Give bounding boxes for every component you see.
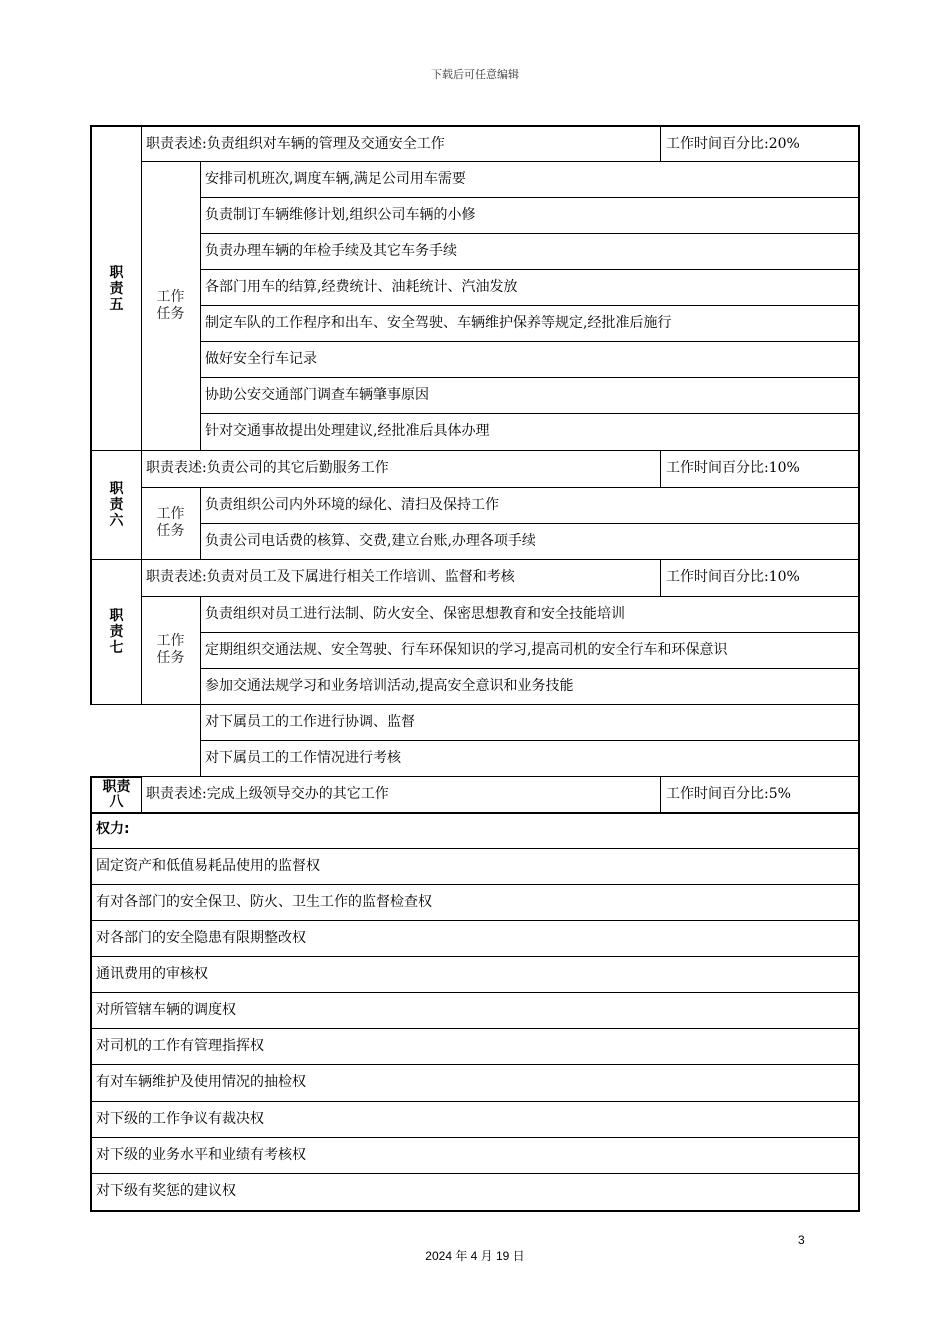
section-8-description: 职责表述:完成上级领导交办的其它工作 [141,776,661,814]
section-5-task-7: 协助公安交通部门调查车辆肇事原因 [200,377,860,414]
section-label-5: 职责五 [90,125,142,451]
footer-date: 2024 年 4 月 19 日 [425,1249,525,1263]
power-item-4: 通讯费用的审核权 [90,956,860,993]
powers-heading: 权力: [90,812,860,849]
section-7-time-percent: 工作时间百分比:10% [660,559,860,597]
power-item-10: 对下级有奖惩的建议权 [90,1173,860,1212]
power-item-5: 对所管辖车辆的调度权 [90,992,860,1029]
section-5-time-percent: 工作时间百分比:20% [660,125,860,162]
power-item-9: 对下级的业务水平和业绩有考核权 [90,1137,860,1174]
section-5-task-1: 安排司机班次,调度车辆,满足公司用车需要 [200,161,860,198]
section-7-task-5: 对下属员工的工作情况进行考核 [200,740,860,777]
section-label-8: 职责八 [90,776,142,814]
section-7-task-1: 负责组织对员工进行法制、防火安全、保密思想教育和安全技能培训 [200,596,860,633]
section-7-task-4: 对下属员工的工作进行协调、监督 [200,704,860,741]
page-number: 3 [798,1233,805,1247]
power-item-6: 对司机的工作有管理指挥权 [90,1028,860,1065]
section-7-description: 职责表述:负责对员工及下属进行相关工作培训、监督和考核 [141,559,661,597]
page-header: 下载后可任意编辑 [431,68,519,81]
section-5-task-3: 负责办理车辆的年检手续及其它车务手续 [200,233,860,270]
section-label-7: 职责七 [90,559,142,705]
power-item-7: 有对车辆维护及使用情况的抽检权 [90,1064,860,1102]
power-item-2: 有对各部门的安全保卫、防火、卫生工作的监督检查权 [90,884,860,921]
section-7-task-label: 工作任务 [141,596,201,705]
section-5-description: 职责表述:负责组织对车辆的管理及交通安全工作 [141,125,661,162]
power-item-1: 固定资产和低值易耗品使用的监督权 [90,848,860,885]
section-7-task-label-continued [171,704,201,777]
section-6-time-percent: 工作时间百分比:10% [660,450,860,488]
section-6-task-2: 负责公司电话费的核算、交费,建立台账,办理各项手续 [200,523,860,560]
section-5-task-5: 制定车队的工作程序和出车、安全驾驶、车辆维护保养等规定,经批准后施行 [200,305,860,342]
section-5-task-label: 工作任务 [141,161,201,451]
section-6-description: 职责表述:负责公司的其它后勤服务工作 [141,450,661,488]
section-5-task-8: 针对交通事故提出处理建议,经批准后具体办理 [200,413,860,451]
power-item-8: 对下级的工作争议有裁决权 [90,1101,860,1138]
section-label-6: 职责六 [90,450,142,560]
section-5-task-4: 各部门用车的结算,经费统计、油耗统计、汽油发放 [200,269,860,306]
section-6-task-1: 负责组织公司内外环境的绿化、清扫及保持工作 [200,487,860,524]
section-7-task-3: 参加交通法规学习和业务培训活动,提高安全意识和业务技能 [200,668,860,705]
section-8-time-percent: 工作时间百分比:5% [660,776,860,814]
power-item-3: 对各部门的安全隐患有限期整改权 [90,920,860,957]
section-5-task-6: 做好安全行车记录 [200,341,860,378]
section-6-task-label: 工作任务 [141,487,201,560]
section-7-task-2: 定期组织交通法规、安全驾驶、行车环保知识的学习,提高司机的安全行车和环保意识 [200,632,860,669]
section-5-task-2: 负责制订车辆维修计划,组织公司车辆的小修 [200,197,860,234]
